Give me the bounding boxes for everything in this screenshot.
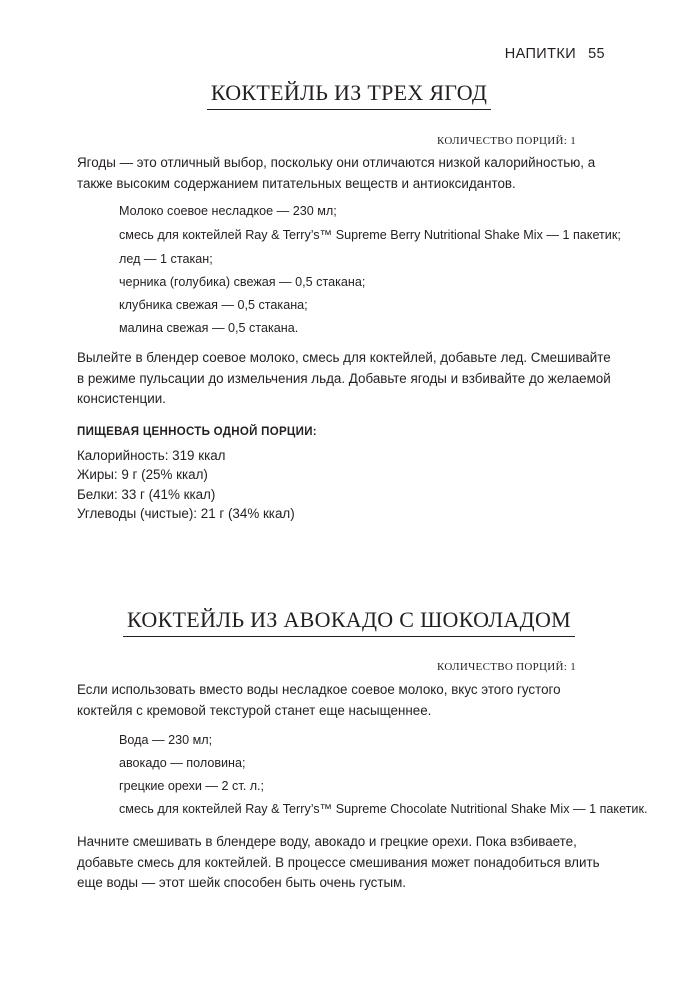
ingredient: черника (голубика) свежая — 0,5 стакана;: [119, 275, 366, 289]
recipe2-servings: КОЛИЧЕСТВО ПОРЦИЙ: 1: [437, 661, 576, 673]
nutrition-list: [77, 446, 295, 523]
recipe2-method: Начните смешивать в блендере воду, авокадо и грецкие орехи. Пока взбиваете, добавьте смесь для коктейлей. В процессе смешивания может понадобиться влить еще воды — этот шейк способен быть очень густым.: [77, 834, 600, 890]
ingredient: авокадо — половина;: [119, 756, 246, 770]
section-name: НАПИТКИ: [504, 46, 577, 62]
ingredient: Молоко соевое несладкое — 230 мл;: [119, 204, 337, 218]
nutrition-heading: ПИЩЕВАЯ ЦЕННОСТЬ ОДНОЙ ПОРЦИИ:: [77, 426, 317, 438]
nutrition-item: Углеводы (чистые): 21 г (34% ккал): [77, 505, 295, 521]
page-number: 55: [588, 46, 605, 62]
ingredient: Вода — 230 мл;: [119, 733, 213, 747]
recipe1-intro: Ягоды — это отличный выбор, поскольку они отличаются низкой калорийностью, а также высоким содержанием питательных веществ и антиоксидантов.: [77, 155, 596, 191]
ingredient: малина свежая — 0,5 стакана.: [119, 321, 299, 335]
nutrition-item: Белки: 33 г (41% ккал): [77, 486, 216, 502]
ingredient: лед — 1 стакан;: [119, 252, 213, 266]
ingredient: грецкие орехи — 2 ст. л.;: [119, 779, 265, 793]
recipe1-servings: КОЛИЧЕСТВО ПОРЦИЙ: 1: [437, 135, 576, 147]
page-header: [505, 46, 605, 62]
ingredient: смесь для коктейлей Ray & Terry’s™ Supreme Chocolate Nutritional Shake Mix — 1 пакетик.: [119, 802, 648, 816]
recipe1-title: КОКТЕЙЛЬ ИЗ ТРЕХ ЯГОД: [0, 80, 698, 110]
recipe2-intro: Если использовать вместо воды несладкое соевое молоко, вкус этого густого коктейля с кремовой текстурой станет еще насыщеннее.: [77, 682, 561, 718]
nutrition-item: Жиры: 9 г (25% ккал): [77, 467, 208, 483]
ingredient: смесь для коктейлей Ray & Terry’s™ Supreme Berry Nutritional Shake Mix — 1 пакетик;: [119, 228, 621, 242]
nutrition-item: Калорийность: 319 ккал: [77, 448, 226, 463]
recipe1-method: Вылейте в блендер соевое молоко, смесь для коктейлей, добавьте лед. Смешивайте в режиме пульсации до измельчения льда. Добавьте ягоды и взбивайте до желаемой консистенции.: [77, 350, 611, 406]
ingredient: клубника свежая — 0,5 стакана;: [119, 298, 308, 312]
recipe2-title: КОКТЕЙЛЬ ИЗ АВОКАДО С ШОКОЛАДОМ: [0, 607, 698, 637]
